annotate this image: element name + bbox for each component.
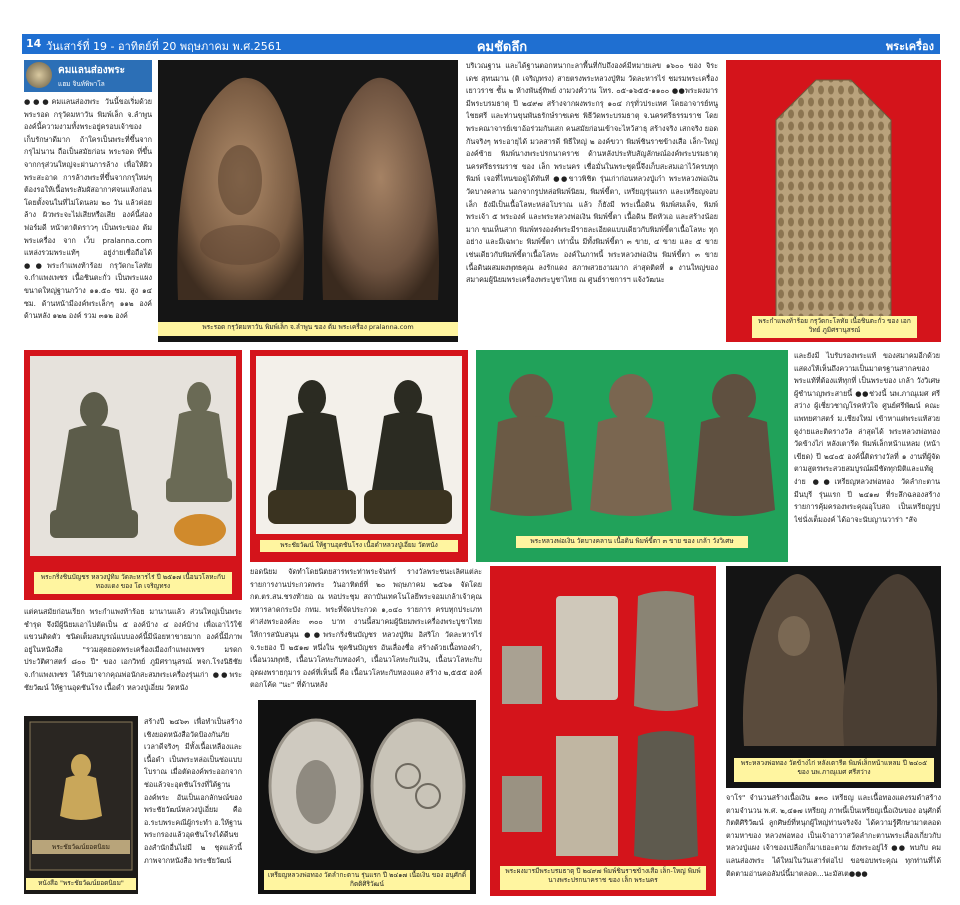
caption-phra-kring: พระกริ่งชินบัญชร หลวงปู่ทิม วัดละหารไร่ ปี ๒๕๑๗ เนื้อนวโลหะกับทองแดง ของ โต เจริญทรง xyxy=(34,572,232,594)
photo-phra-kamphaeng xyxy=(726,60,941,342)
photo-phra-chaiwat xyxy=(250,350,468,562)
phra-kring-image xyxy=(24,350,242,600)
phra-rod-amulets-image xyxy=(158,60,458,342)
phra-chaiwat-image xyxy=(250,350,468,562)
phra-kamphaeng-image xyxy=(726,60,941,342)
newspaper-section: คมชัดลึก xyxy=(476,40,528,55)
luang-pho-thong-amulets-image xyxy=(726,566,941,756)
article-text-col1-top: ●●●คมแลนส่องพระ วันนี้ขอเริ่มด้วย พระรอด กรุวัดมหาวัน พิมพ์เล็ก จ.ลำพูน องค์นี้ความงามทั้งพระอยู่ครอบเจ้าของเก็บรักษาดีมาก ถ้าใครเป็นพระที่ขึ้นจากกรุไม่นาน ถือเป็นสมัยก่อน พระรอด ที่ขึ้นจากกรุส่วนใหญ่จะผ่านการล้าง เพื่อให้ผิวพระสะอาด การล้างพระที่ขึ้นจากกรุใหม่ๆ ต้องรอให้เนื้อพระสัมผัสอากาศจนแห้งก่อน โดยตั้งจนในที่ไม่โดนลม ๒๐ วัน แล้วค่อยล้าง ผิวพระจะไม่เสียหรือเสีย องค์นี้ส่องฟอร์มดี หน้าตาติดราวๆ เป็นพระของ ต้ม พระเครื่อง จาก เว็บ pralanna.com แหล่งรวมพระแท้ๆ อยู่ง่ายเชื่อถือได้ ●●พระกำแพงท้าร้อย กรุวัดกะโลทัย จ.กำแพงเพชร เนื้อชินตะกั่ว เป็นพระแผงขนาดใหญ่ฐานกว้าง ๑๑.๕๐ ซม. สูง ๑๔ ซม. ด้านหน้ามีองค์พระเล็กๆ ๑๑๒ องค์ ด้านหลัง ๑๒๒ องค์ รวม ๓๑๒ องค์ xyxy=(24,97,152,321)
caption-phra-rod: พระรอด กรุวัดมหาวัน พิมพ์เล็ก จ.ลำพูน ของ ต้ม พระเครื่อง pralanna.com xyxy=(158,322,458,336)
caption-book: หนังสือ "พระชัยวัฒน์ยอดนิยม" xyxy=(26,878,136,890)
caption-luang-pho-ngoen: พระหลวงพ่อเงิน วัดบางคลาน เนื้อดิน พิมพ์ขี้ตา ๓ ขาย ของ เกล้า วังวิเศษ xyxy=(516,536,748,548)
caption-coin: เหรียญหลวงพ่อทอง วัดลำกะตาน รุ่นแรก ปี ๒๔๑๗ เนื้อเงิน ของ อนุศักดิ์ กิตติศิริวัฒน์ xyxy=(264,870,470,890)
photo-phra-rod xyxy=(158,60,458,342)
book-title: พระชัยวัฒน์ยอดนิยม xyxy=(32,840,130,854)
page-date: วันเสาร์ที่ 19 - อาทิตย์ที่ 20 พฤษภาคม พ.ศ.2561 xyxy=(46,40,282,53)
amulet-logo-icon xyxy=(26,62,52,88)
article-text-col1-mid: แต่คนสมัยก่อนเรียก พระกำแพงท้าร้อย มานานแล้ว ส่วนใหญ่เป็นพระชำรุด จึงมีผู้นิยมเอาไปตัดเป็น ๕ องค์บ้าง ๔ องค์บ้าง เพื่อเอาไว้ใช้แขวนติดตัว ชนิดเต็มสมบูรณ์แบบองค์นี้มีน้อยหาขายมาก องค์นี้มีภาพอยู่ในหนังสือ "รวมสุดยอดพระเครื่องเมืองกำแพงเพชร มรดกประวัติศาสตร์ ๘๐๐ ปี" ของ เอกวิทย์ ภูมิศรานุสรณ์ หจก.โรงนิธิชัย จ.กำแพงเพชร ได้รับมาจากคุณพ่อนักสะสมพระเครื่องรุ่นเก่า ●●พระชัยวัฒน์ ให้ฐานอุดชันโรง เนื้อดำ หลวงปู่เอี่ยม วัดหนัง xyxy=(24,607,242,692)
caption-phra-kamphaeng: พระกำแพงท้าร้อย กรุวัดกะโลทัย เนื้อชินตะกั่ว ของ เอกวิทย์ ภูมิศรานุสรณ์ xyxy=(752,316,917,338)
article-text-col2-top: บริเวณฐาน และได้ฐานตอกหนากะลาพื้นที่กับถึงองค์มีหมายเลข ๑๖๐๐ ของ จิระเดช สุทนมาน (ติ เจริญทรง) สายตรงพระหลวงปู่ทิม วัดละหารไร่ ชมรมพระเครื่องเยาวราช ชั้น ๒ ห้างพันธุ์ทิพย์ งามวงศ์วาน โทร. ๐๕-๑๖๕๕-๑๑๐๐ ●●พระผงมารมีพระบรมธาตุ ปี ๒๔๙๗ สร้างจากผงพระกรุ ๑๐๔ กรุทั่วประเทศ โดยอาจารย์หนู ไชยศรี และท่านขุนพันธรักษ์ราชเดช พิธีวัดพระบรมธาตุ จ.นครศรีธรรมราช โดยพระคณาจารย์เขาอ้อร่วมกันเสก คนสมัยก่อนเข้าจะไหว้สาธุ สร้างจริง เสกจริง ยอดกันจริงๆ พระอายุได้ มวลสารดี พิธีใหญ่ ๒ องค์ขวา พิมพ์ชินราชข้างเสือ เล็ก-ใหญ่ องค์ซ้าย พิมพ์นางพระปรกนาคราช ด้านหลังประทับสัญลักษณ์องค์พระบรมธาตุนครศรีธรรมราช ของ เล็ก พระนคร เชื่อมั่นในพระชุดนี้จึงเก็บสะสมเอาไว้ครบทุกพิมพ์ เจอที่ไหนขอดูได้ทันที ●●ขาวพิชิต รุ่นเก่าก่อนหลวงปู่เก๋า พระหลวงพ่อเงิน วัดบางคลาน นอกจากรูปหล่อพิมพ์นิยม, พิมพ์ขี้ตา, เหรียญรุ่นแรก และเหรียญจอบเล็ก ยังมีเป็นเนื้อโลหะหล่อโบราณ แล้ว ก็ยังมี พระเนื้อดิน พิมพ์สมเด็จ, พิมพ์พระเจ้า ๕ พระองค์ และพระหลวงพ่อเงิน พิมพ์ขี้ตา เนื้อดิน ยึดหัวเอ และสร้างน้อยมาก ขนเห็นสาก พิมพ์ทรงองค์พระมีรายละเอียดแบบเดียวกับพิมพ์ขี้ตาเนื้อโลหะ ทุกอย่าง และมีเฉพาะ พิมพ์ขี้ตา เท่านั้น มีทั้งพิมพ์ขี้ตา ๓ ขาย, ๔ ขาย และ ๕ ขาย เช่นเดียวกับพิมพ์ขี้ตาเนื้อโลหะ องค์ในภาพนี้ พระหลวงพ่อเงิน พิมพ์ขี้ตา ๓ ขาย เนื้อดินผสมผงพุทธคุณ ลงรักแดง สภาพสวยงามมาก ล่าสุดติดที่ ๑ งานใหญ่ของสมาคมผู้นิยมพระเครื่องพระบูชาไทย ณ ศูนย์ราชการฯ แจ้งวัฒนะ xyxy=(466,61,718,285)
column-logo xyxy=(24,60,152,92)
column-title: คมแลนส่องพระ xyxy=(58,65,126,76)
caption-luang-pho-thong: พระหลวงพ่อทอง วัดข้างไก่ หลังเตารีด พิมพ์เล็กหน้าแหลม ปี ๒๔๐๕ ของ นพ.ภาณุเมศ ศรีสว่าง xyxy=(734,758,934,782)
phra-phong-amulets-image xyxy=(490,566,716,866)
article-text-col4-mid: และยังมี ไบรับรองพระแท้ ของสมาคมอีกด้วย แสดงให้เห็นถึงความเป็นมาตรฐานสากลของพระแท้ที่ต้องแท้ทุกที่ เป็นพระของ เกล้า วังวิเศษ ผู้ชำนาญพระสายนี้ ●●ช่วงนี้ นพ.ภาณุเมศ ศรีสว่าง ผู้เชี่ยวชาญโรคหัวใจ ศูนย์ศรีพัฒน์ คณะแพทยศาสตร์ ม.เชียงใหม่ เข้าหาแต่พระแท้สวยดูง่ายและติดรางวัล ล่าสุดได้ พระหลวงพ่อทอง วัดข้างไก่ หลังเตารีด พิมพ์เล็กหน้าแหลม (หน้าเขียด) ปี ๒๔๐๕ องค์นี้ติดรางวัลที่ ๑ งานที่ผู้จัด ตามสูตรพระสวยสมบูรณ์ผมีชัดทุกมิติและแท้ดูง่าย ●●เหรียญหลวงพ่อทอง วัดลำกะตาน มีนบุรี รุ่นแรก ปี ๒๔๑๗ ที่ระลึกฉลองสร้างรายการคุ้มครองพระคุณอุโบสถ เป็นเหรียญรูปไข่นั่งเต็มองค์ ได้อาจะนับญานวาร่า "สัจ xyxy=(794,351,940,524)
caption-phra-phong: พระผงมารมีพระบรมธาตุ ปี ๒๔๙๗ พิมพ์ชินราชข้างเสือ เล็ก-ใหญ่ พิมพ์นางพระปรกนาคราช ของ เล็ก พระนคร xyxy=(500,866,706,890)
article-text-col3-mid: ยอดนิยม จัดทำโดยนิตยสารพระท่าพระจันทร์ รางวัลพระชนะเลิศแต่ละรายการงานประกวดพระ วันอาทิตย์ที่ ๒๐ พฤษภาคม ๒๕๖๑ จัดโดย กต.ตร.สน.ชรงท้ายอ ณ หอประชุม สถาบันเทคโนโลยีพระจอมเกล้าเจ้าคุณทหารลาดกระบัง กทม. พระที่จัดประกวด ๑,๐๔๐ รายการ ครบทุกประเภท ค่าส่งพระองค์ละ ๓๐๐ บาท งานนี้สมาคมผู้นิยมพระเครื่องพระบูชาไทย ให้การสนับสนุน ●●พระกริ่งชินบัญชร หลวงปู่ทิม อิสริโก วัดละหารไร่ จ.ระยอง ปี ๒๕๑๗ หนึ่งใน ชุดชินบัญชร อันเลื่องชื่อ สร้างด้วยเนื้อทองคำ, เนื้อนวมพุทธิ, เนื้อนวโลหะกับทองคำ, เนื้อนวโลหะกับเงิน, เนื้อนวโลหะกับอุดผงพรายกุมาร องค์ที่เห็นนี้ คือ เนื้อนวโลหะกับทองแดง สร้าง ๒,๕๕๕ องค์ ตอกโค้ด "นะ" ที่ด้านหลัง xyxy=(250,567,482,690)
photo-luang-pho-ngoen xyxy=(476,350,788,562)
luang-pho-ngoen-image xyxy=(476,350,788,562)
column-author: แฮม จินท์พิพาโล xyxy=(58,80,105,88)
page-header xyxy=(22,34,940,54)
photo-phra-phong xyxy=(490,566,716,896)
photo-phra-kring xyxy=(24,350,242,600)
article-text-col1-low: สร้างปี ๒๔๖๓ เพื่อทำเป็นสร้างเชิงยอดหนังสือวัดป้องกันภัยเวลาดีจริงๆ มีทั้งเนื้อเหลืองและเนื้อดำ เป็นพระหล่อเป็นช่อแบบโบราณ เมื่อตัดองค์พระออกจากช่อแล้วจะอุดชันโรงที่ใต้ฐานองค์พระ อันเป็นเอกลักษณ์ของ พระชัยวัฒน์หลวงปู่เอี่ยม คือ อ.ระบพระคณีผู้กระทำ อ.ให้ฐานพระกรองแล้วอุดชันโรงได้ดีนของสำนักอื่นไม่มี ๒ ชุดแล้วนี้ภาพจากหนังสือ พระชัยวัฒน์ xyxy=(144,717,242,865)
page-category: พระเครื่อง xyxy=(885,40,934,53)
page-number: 14 xyxy=(26,37,42,50)
photo-luang-pho-thong xyxy=(726,566,941,788)
caption-phra-chaiwat: พระชัยวัฒน์ ให้ฐานอุดชันโรง เนื้อดำหลวงปู่เอี่ยม วัดหนัง xyxy=(260,540,458,552)
photo-coin xyxy=(258,700,476,894)
photo-book xyxy=(24,716,138,894)
article-text-col4-low: จาโร" จำนวนสร้างเนื้อเงิน ๑๓๐ เหรียญ และเนื้อทองแดงรมดำสร้างตามจำนวน พ.ศ. ๒,๔๑๗ เหรียญ ภาพนี้เป็นเหรียญเนื้อเงินของ อนุศักดิ์ กิตติศิริวัฒน์ ลูกศิษย์ที่หนุกผู้ใหญ่ท่านจริงจัง ได้ความรู้ศึกษามาตลอดตามหาของ หลวงพ่อทอง เป็นเจ้าอาวาสวัดลำกะตานพระเลื่องเกี่ยวกับหลวงปู่แผง เจ้าของเปลือกก็มาเยอะตาม ยังพระอยู่ไร้ ●● พบกับ คมแลนส่องพระ ได้ใหม่ในวันเสาร์ต่อไป ขอขอบพระคุณ ทุกท่านที่ได้ติดตามอ่านคอลัมน์นี้มาตลอด...นะมัสเต●●● xyxy=(726,793,941,878)
luang-pho-thong-coin-image xyxy=(258,700,476,870)
